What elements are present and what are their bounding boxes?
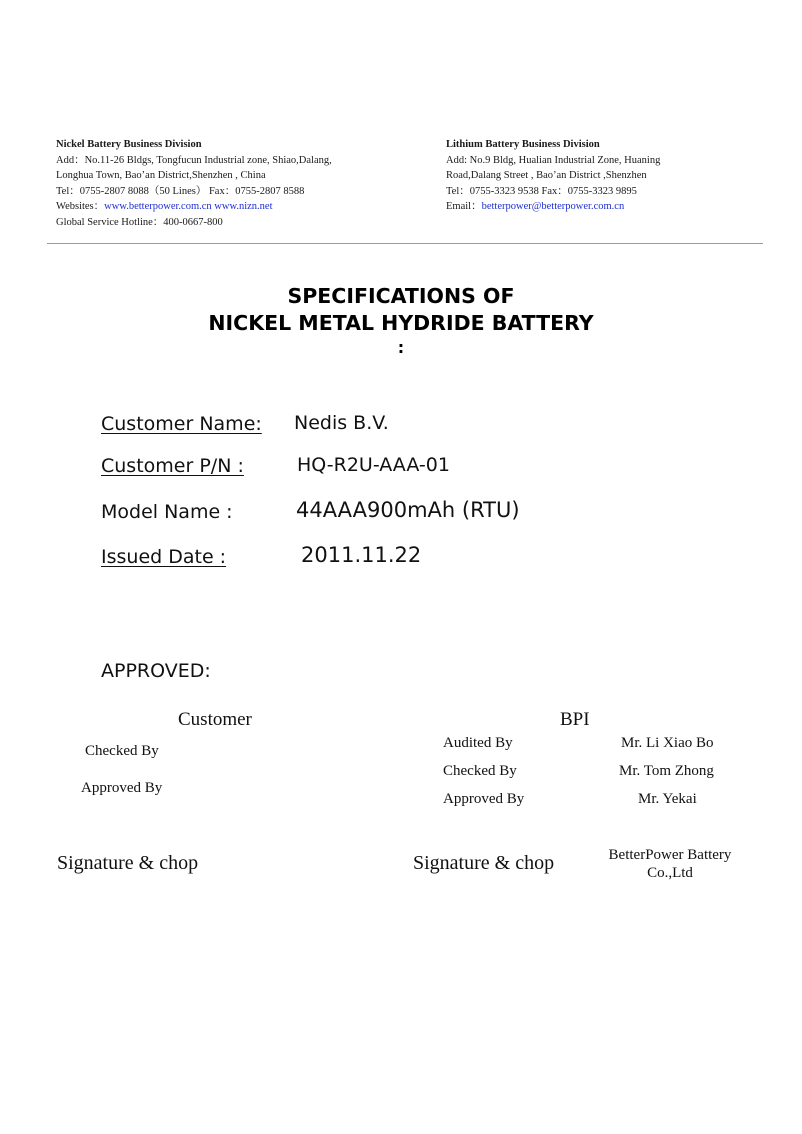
bpi-audited-name: Mr. Li Xiao Bo [621,735,714,751]
bpi-audited-by: Audited By [443,735,513,751]
lithium-division-address-line1: Add: No.9 Bldg, Hualian Industrial Zone, Huaning [446,154,661,166]
customer-checked-by: Checked By [85,743,159,759]
issued-date-value: 2011.11.22 [301,543,422,567]
customer-pn-value: HQ-R2U-AAA-01 [297,454,450,476]
email-label: Email： [446,201,482,212]
bpi-approved-name: Mr. Yekai [638,791,697,807]
websites-links[interactable]: www.betterpower.com.cn www.nizn.net [104,201,273,212]
nickel-division-address-line1: Add：No.11-26 Bldgs, Tongfucun Industrial zone, Shiao,Dalang, [56,154,332,166]
customer-approved-by: Approved By [81,780,163,796]
email-link[interactable]: betterpower@betterpower.com.cn [481,201,625,212]
nickel-division-address-line2: Longhua Town, Bao’an District,Shenzhen , China [56,170,266,181]
bpi-approved-by: Approved By [443,791,525,807]
model-name-value: 44AAA900mAh (RTU) [296,498,520,522]
customer-name-label: Customer Name: [101,413,262,435]
bpi-heading: BPI [560,709,590,730]
customer-signature-chop: Signature & chop [57,852,199,874]
customer-pn-label: Customer P/N : [101,455,244,477]
company-name-line2: Co.,Ltd [647,865,693,881]
bpi-signature-chop: Signature & chop [413,852,555,874]
customer-name-value: Nedis B.V. [294,412,389,434]
company-name-line1: BetterPower Battery [608,847,732,863]
nickel-division-tel-fax: Tel：0755-2807 8088（50 Lines） Fax：0755-2807 8588 [56,185,305,197]
lithium-division-tel-fax: Tel：0755-3323 9538 Fax：0755-3323 9895 [446,185,637,197]
lithium-division-block [446,137,660,215]
websites-label: Websites： [56,201,105,212]
doc-title-line1: SPECIFICATIONS OF [287,284,515,308]
doc-title-line2: NICKEL METAL HYDRIDE BATTERY [208,311,594,335]
bpi-checked-by: Checked By [443,763,517,779]
header-divider [47,243,763,244]
nickel-division-title: Nickel Battery Business Division [56,139,202,150]
nickel-division-block [56,137,332,230]
lithium-division-address-line2: Road,Dalang Street , Bao’an District ,Shenzhen [446,170,647,181]
doc-title-colon: : [397,338,405,357]
issued-date-label: Issued Date : [101,546,227,568]
nickel-division-websites [56,199,332,215]
approved-heading: APPROVED: [101,660,211,682]
customer-heading: Customer [178,709,252,730]
lithium-division-title: Lithium Battery Business Division [446,139,600,150]
bpi-checked-name: Mr. Tom Zhong [619,763,714,779]
lithium-division-email [446,199,660,215]
company-name-block [595,846,745,882]
nickel-division-hotline: Global Service Hotline：400-0667-800 [56,216,223,228]
model-name-label: Model Name : [101,501,233,523]
